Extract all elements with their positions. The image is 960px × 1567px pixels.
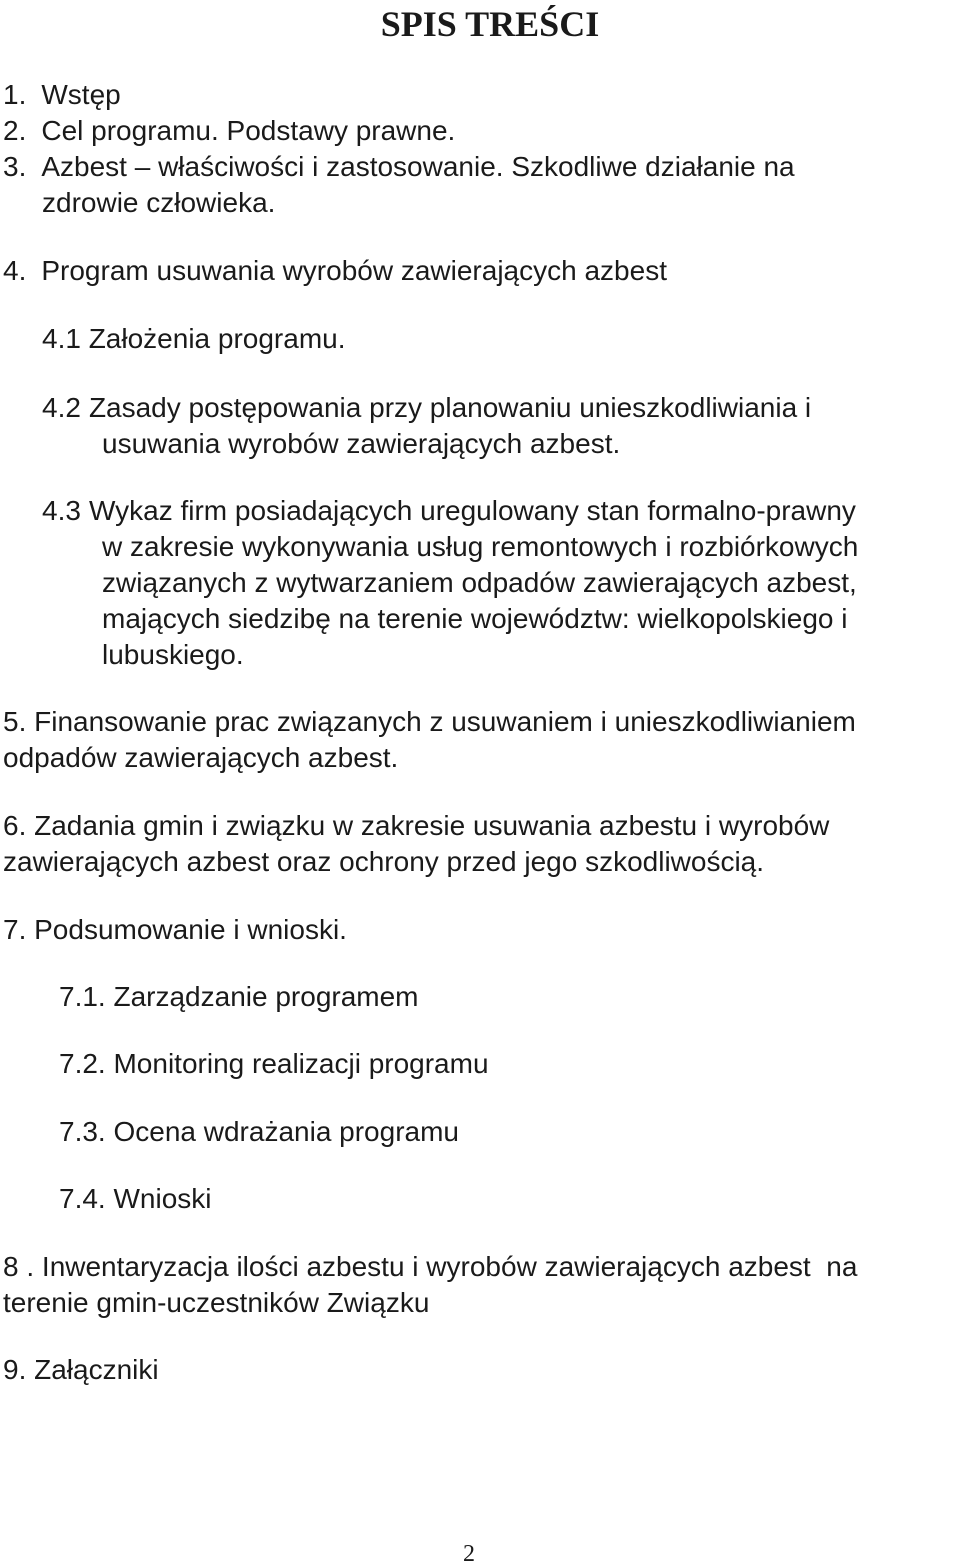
toc-entry-text: Wstęp	[41, 79, 121, 110]
toc-entry-4-3-continuation	[102, 565, 857, 601]
toc-entry-7-3	[59, 1114, 459, 1150]
toc-entry-4-2-continuation	[102, 426, 620, 462]
toc-entry-3-continuation	[42, 185, 275, 221]
toc-entry-5	[3, 704, 856, 740]
toc-entry-9	[3, 1352, 159, 1388]
toc-entry-4-2	[42, 390, 811, 426]
toc-entry-text-line: zdrowie człowieka.	[42, 187, 276, 218]
toc-entry-text: Cel programu. Podstawy prawne.	[41, 115, 456, 146]
toc-entry-text-line: 6. Zadania gmin i związku w zakresie usuwania azbestu i wyrobów	[3, 810, 830, 841]
toc-entry-text-line: w zakresie wykonywania usług remontowych i rozbiórkowych	[102, 531, 859, 562]
toc-entry-7-2	[59, 1046, 489, 1082]
toc-entry-4-1	[42, 321, 346, 357]
toc-entry-8	[3, 1249, 857, 1285]
toc-entry-2	[3, 113, 455, 149]
toc-entry-text: 7.4. Wnioski	[59, 1183, 212, 1214]
toc-entry-number: 1.	[3, 79, 27, 110]
toc-entry-text-line: odpadów zawierających azbest.	[3, 742, 399, 773]
toc-entry-text-line: Azbest – właściwości i zastosowanie. Szkodliwe działanie na	[41, 151, 795, 182]
toc-entry-number: 4.	[3, 255, 27, 286]
page-title: SPIS TREŚCI	[380, 4, 600, 44]
toc-entry-4	[3, 253, 667, 289]
toc-entry-4-3-continuation	[102, 529, 858, 565]
toc-entry-text-line: Zasady postępowania przy planowaniu unieszkodliwiania i	[88, 392, 812, 423]
toc-entry-6-continuation	[3, 844, 764, 880]
toc-entry-8-continuation	[3, 1285, 429, 1321]
toc-entry-4-3	[42, 493, 856, 529]
toc-entry-text: 7. Podsumowanie i wnioski.	[3, 914, 347, 945]
toc-entry-text-line: związanych z wytwarzaniem odpadów zawierających azbest,	[102, 567, 857, 598]
toc-entry-text: Program usuwania wyrobów zawierających azbest	[41, 255, 667, 286]
toc-entry-number: 2.	[3, 115, 27, 146]
toc-entry-text: 7.2. Monitoring realizacji programu	[59, 1048, 489, 1079]
toc-entry-4-3-continuation	[102, 637, 244, 673]
toc-entry-6	[3, 808, 829, 844]
toc-entry-number: 4.3	[42, 495, 81, 526]
toc-entry-1	[3, 77, 121, 113]
toc-entry-text-line: lubuskiego.	[102, 639, 244, 670]
toc-entry-number: 4.2	[42, 392, 81, 423]
toc-entry-5-continuation	[3, 740, 398, 776]
toc-entry-text: 4.1 Założenia programu.	[42, 323, 346, 354]
toc-entry-7-1	[59, 979, 419, 1015]
toc-entry-number: 3.	[3, 151, 27, 182]
toc-entry-7	[3, 912, 347, 948]
toc-entry-text-line: mających siedzibę na terenie województw: wielkopolskiego i	[102, 603, 848, 634]
toc-entry-text-line: zawierających azbest oraz ochrony przed jego szkodliwością.	[3, 846, 765, 877]
toc-entry-text: 7.3. Ocena wdrażania programu	[59, 1116, 459, 1147]
toc-entry-3	[3, 149, 795, 185]
toc-entry-text-line: usuwania wyrobów zawierających azbest.	[102, 428, 621, 459]
toc-entry-text: 9. Załączniki	[3, 1354, 159, 1385]
toc-entry-text-line: 8 . Inwentaryzacja ilości azbestu i wyrobów zawierających azbest na	[3, 1251, 858, 1282]
page-number: 2	[463, 1541, 475, 1567]
toc-entry-text-line: terenie gmin-uczestników Związku	[3, 1287, 430, 1318]
toc-entry-7-4	[59, 1181, 212, 1217]
toc-entry-text-line: Wykaz firm posiadających uregulowany stan formalno-prawny	[88, 495, 856, 526]
toc-entry-4-3-continuation	[102, 601, 848, 637]
toc-entry-text: 7.1. Zarządzanie programem	[59, 981, 419, 1012]
toc-entry-text-line: 5. Finansowanie prac związanych z usuwaniem i unieszkodliwianiem	[3, 706, 856, 737]
